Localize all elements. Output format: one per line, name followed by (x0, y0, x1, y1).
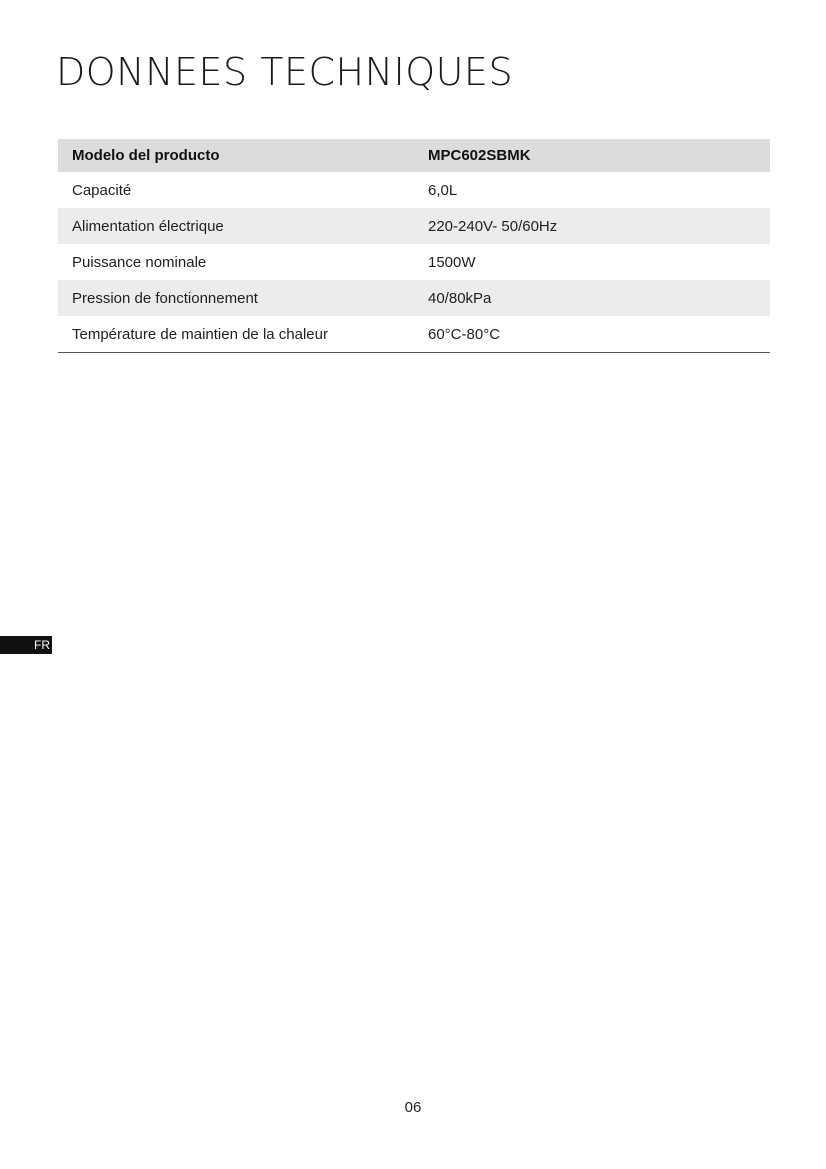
row-value: 1500W (428, 253, 476, 271)
row-value: 220-240V- 50/60Hz (428, 217, 558, 235)
table-header-row (58, 139, 770, 172)
row-label: Capacité (72, 181, 132, 199)
table-row (58, 172, 770, 208)
table-row (58, 316, 770, 353)
table-row (58, 244, 770, 280)
page-number: 06 (404, 1099, 422, 1116)
row-value: 60°C-80°C (428, 325, 501, 343)
row-value: 40/80kPa (428, 289, 492, 307)
page-title: DONNEES TECHNIQUES (56, 50, 514, 94)
language-tab: FR (0, 636, 52, 654)
row-label: Puissance nominale (72, 253, 207, 271)
header-label: Modelo del producto (72, 147, 220, 164)
table-row (58, 208, 770, 244)
spec-table (58, 139, 770, 353)
table-row (58, 280, 770, 316)
header-value: MPC602SBMK (428, 147, 531, 164)
row-label: Température de maintien de la chaleur (72, 325, 328, 343)
row-label: Pression de fonctionnement (72, 289, 258, 307)
row-value: 6,0L (428, 181, 458, 199)
row-label: Alimentation électrique (72, 217, 224, 235)
